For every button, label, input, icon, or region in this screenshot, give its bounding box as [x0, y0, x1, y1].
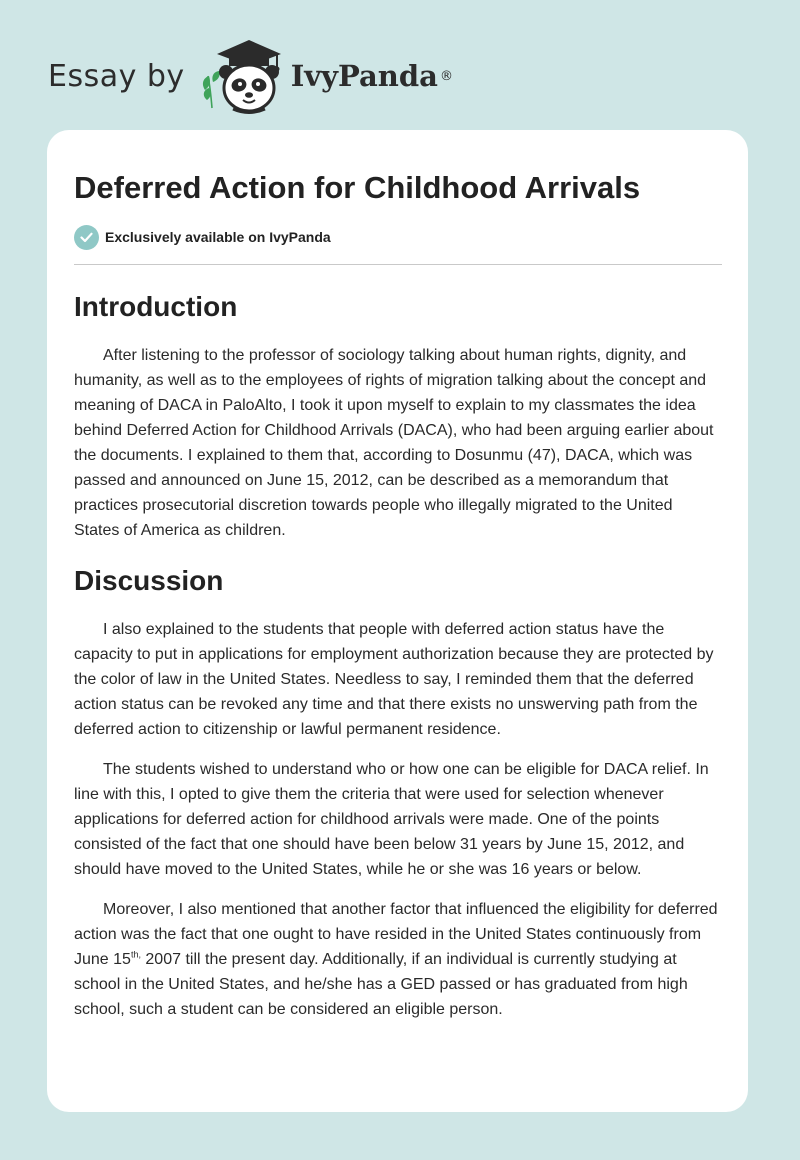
paragraph: The students wished to understand who or how one can be eligible for DACA relief. In line with this, I opted to give them the criteria that were used for selection whenever applications for deferred action for childhood arrivals were made. One of the points consisted of the fact that one should have been below 31 years by June 15, 2012, and should have moved to the United States, while he or she was 16 years or below. [74, 761, 709, 878]
registered-mark: ® [439, 68, 453, 84]
panda-logo-icon [199, 36, 285, 116]
essay-card [47, 130, 748, 1112]
section-heading-discussion: Discussion [74, 565, 224, 596]
paragraph [74, 897, 722, 1022]
exclusive-label: Exclusively available on IvyPanda [105, 229, 331, 245]
paragraph-text: Moreover, I also mentioned that another factor that influenced the eligibility for deferred action was the fact that one ought to have resided in the United States continuously from June 15 [74, 901, 718, 968]
brand-header [48, 36, 453, 116]
brand-prefix: Essay by [48, 58, 185, 94]
check-icon [74, 225, 99, 250]
paragraph: After listening to the professor of sociology talking about human rights, dignity, and humanity, as well as to the employees of rights of migration talking about the concept and meaning of DACA in PaloAlto, I took it upon myself to explain to my classmates the idea behind Deferred Action for Childhood Arrivals (DACA), who had been arguing earlier about the documents. I explained to them that, according to Dosunmu (47), DACA, which was passed and announced on June 15, 2012, can be described as a memorandum that practices prosecutorial discretion towards people who illegally migrated to the United States of America as children. [74, 347, 714, 539]
paragraph: I also explained to the students that people with deferred action status have the capacity to put in applications for employment authorization because they are protected by the color of law in the United States. Needless to say, I reminded them that the deferred action status can be revoked any time and that there exists no unswerving path from the deferred action to citizenship or lawful permanent residence. [74, 621, 714, 738]
essay-title: Deferred Action for Childhood Arrivals [74, 170, 641, 205]
brand-name: IvyPanda [290, 59, 438, 93]
superscript: th, [130, 949, 141, 960]
paragraph-text: 2007 till the present day. Additionally, if an individual is currently studying at school in the United States, and he/she has a GED passed or has graduated from high school, such a student can be considered an eligible person. [74, 951, 688, 1018]
section-heading-introduction: Introduction [74, 291, 238, 322]
exclusive-badge [74, 224, 722, 250]
divider [74, 264, 722, 265]
